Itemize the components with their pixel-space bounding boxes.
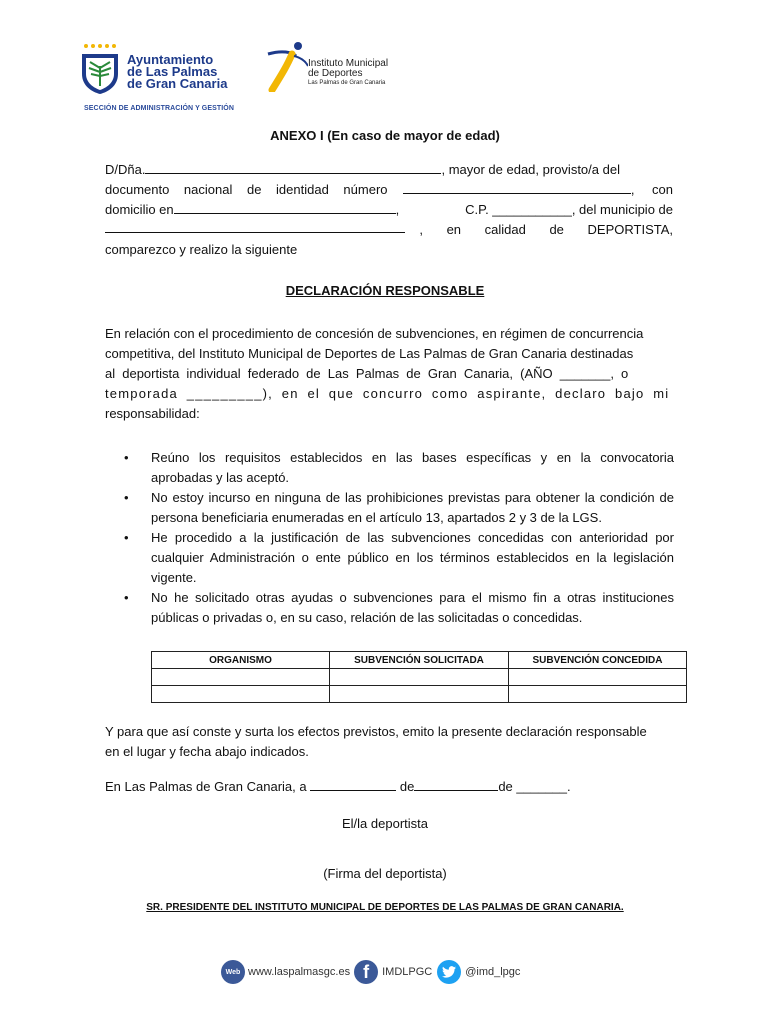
intro-name-label: D/Dña. <box>105 162 146 177</box>
intro-l3-comma: , <box>395 202 400 217</box>
capacity-text: , en calidad de DEPORTISTA, <box>419 222 673 237</box>
facebook-link[interactable]: IMDLPGC <box>382 966 433 978</box>
imd-line-2: de Deportes <box>308 68 363 79</box>
web-icon: Web <box>221 960 245 984</box>
relation-text-4: temporada _________), en el que concurro como aspirante, declaro bajo mi <box>105 386 670 401</box>
relation-paragraph <box>105 324 673 424</box>
dni-field[interactable] <box>403 181 631 194</box>
subsidies-table <box>151 651 687 703</box>
month-field[interactable] <box>414 778 498 791</box>
intro-l1-tail: , mayor de edad, provisto/a del <box>441 162 620 177</box>
intro-line-2 <box>105 180 673 200</box>
bird-icon <box>442 966 456 978</box>
declaration-title: DECLARACIÓN RESPONSABLE <box>285 283 485 298</box>
address-field[interactable] <box>174 201 396 214</box>
ayuntamiento-name <box>127 54 227 90</box>
ayto-line-1: Ayuntamiento <box>127 52 214 67</box>
imd-line-1: Instituto Municipal <box>308 58 389 69</box>
signature-note: (Firma del deportista) <box>323 866 447 881</box>
relation-text-3: al deportista individual federado de Las Palmas de Gran Canaria, (AÑO _______, o <box>105 366 629 381</box>
twitter-icon <box>437 960 461 984</box>
addressee: SR. PRESIDENTE DEL INSTITUTO MUNICIPAL DE DEPORTES DE LAS PALMAS DE GRAN CANARIA. <box>146 902 624 913</box>
facebook-icon: f <box>354 960 378 984</box>
table-cell[interactable] <box>330 686 509 703</box>
intro-block <box>105 160 673 260</box>
table-row <box>152 669 687 686</box>
list-item: • No he solicitado otras ayudas o subvenciones para el mismo fin a otras instituciones públicas o privadas o, en su caso, relación de las solicitadas o concedidas. <box>118 588 674 628</box>
de-1: de <box>399 779 415 794</box>
col-concedida: SUBVENCIÓN CONCEDIDA <box>509 652 687 669</box>
closing-paragraph <box>105 722 673 762</box>
twitter-link[interactable]: @imd_lpgc <box>465 966 521 978</box>
section-label: SECCIÓN DE ADMINISTRACIÓN Y GESTIÓN <box>84 105 234 112</box>
relation-line-5: responsabilidad: <box>105 406 200 421</box>
relation-line-2 <box>105 344 673 364</box>
intro-l2-tail: , con <box>630 182 673 197</box>
requirements-list <box>118 448 674 628</box>
list-item: • He procedido a la justificación de las subvenciones concedidas con anterioridad por cualquier Administración o ente público en los términos establecidos en la legislación vigente. <box>118 528 674 588</box>
page-title: ANEXO I (En caso de mayor de edad) <box>270 128 500 143</box>
address-label: domicilio en <box>105 202 174 217</box>
relation-text-1: En relación con el procedimiento de concesión de subvenciones, en régimen de concurrencia <box>105 326 644 341</box>
col-organismo: ORGANISMO <box>152 652 330 669</box>
ayto-line-3: de Gran Canaria <box>127 76 228 91</box>
table-cell[interactable] <box>509 686 687 703</box>
table-row <box>152 686 687 703</box>
table-cell[interactable] <box>509 669 687 686</box>
footer <box>221 958 520 986</box>
intro-line-5: comparezco y realizo la siguiente <box>105 242 298 257</box>
imd-line-3: Las Palmas de Gran Canaria <box>308 80 386 86</box>
relation-line-1 <box>105 324 673 344</box>
table-cell[interactable] <box>152 686 330 703</box>
intro-line-3 <box>105 200 673 220</box>
day-field[interactable] <box>310 778 396 791</box>
cp-municipio: C.P. ___________, del municipio de <box>465 202 673 217</box>
list-item: • No estoy incurso en ninguna de las prohibiciones previstas para obtener la condición de persona beneficiaria enumeradas en el artículo 13, apartados 2 y 3 de la LGS. <box>118 488 674 528</box>
place-date-line <box>105 778 571 794</box>
web-link[interactable]: www.laspalmasgc.es <box>248 966 351 978</box>
place-text: En Las Palmas de Gran Canaria, a <box>105 779 307 794</box>
closing-line-1: Y para que así conste y surta los efectos previstos, emito la presente declaración responsable <box>105 724 647 739</box>
col-solicitada: SUBVENCIÓN SOLICITADA <box>330 652 509 669</box>
intro-line-4 <box>105 220 673 240</box>
relation-line-4 <box>105 384 673 404</box>
table-header-row <box>152 652 687 669</box>
ayuntamiento-shield-logo <box>80 50 120 94</box>
name-field[interactable] <box>145 161 441 174</box>
imd-logo-icon <box>262 40 308 92</box>
crown-dots <box>84 44 116 50</box>
ayto-line-2: de Las Palmas <box>127 64 218 79</box>
table-cell[interactable] <box>152 669 330 686</box>
relation-line-3 <box>105 364 673 384</box>
table-cell[interactable] <box>330 669 509 686</box>
list-item: • Reúno los requisitos establecidos en las bases específicas y en la convocatoria aprobadas y las aceptó. <box>118 448 674 488</box>
signature-label: El/la deportista <box>342 816 428 831</box>
dni-label: documento nacional de identidad número <box>105 182 388 197</box>
relation-text-2: competitiva, del Instituto Municipal de Deportes de Las Palmas de Gran Canaria destinadas <box>105 346 634 361</box>
year-text: de _______. <box>498 779 571 794</box>
closing-line-2: en el lugar y fecha abajo indicados. <box>105 744 309 759</box>
municipio-field[interactable] <box>105 220 405 233</box>
intro-line-1 <box>105 160 673 180</box>
imd-name <box>308 59 388 87</box>
